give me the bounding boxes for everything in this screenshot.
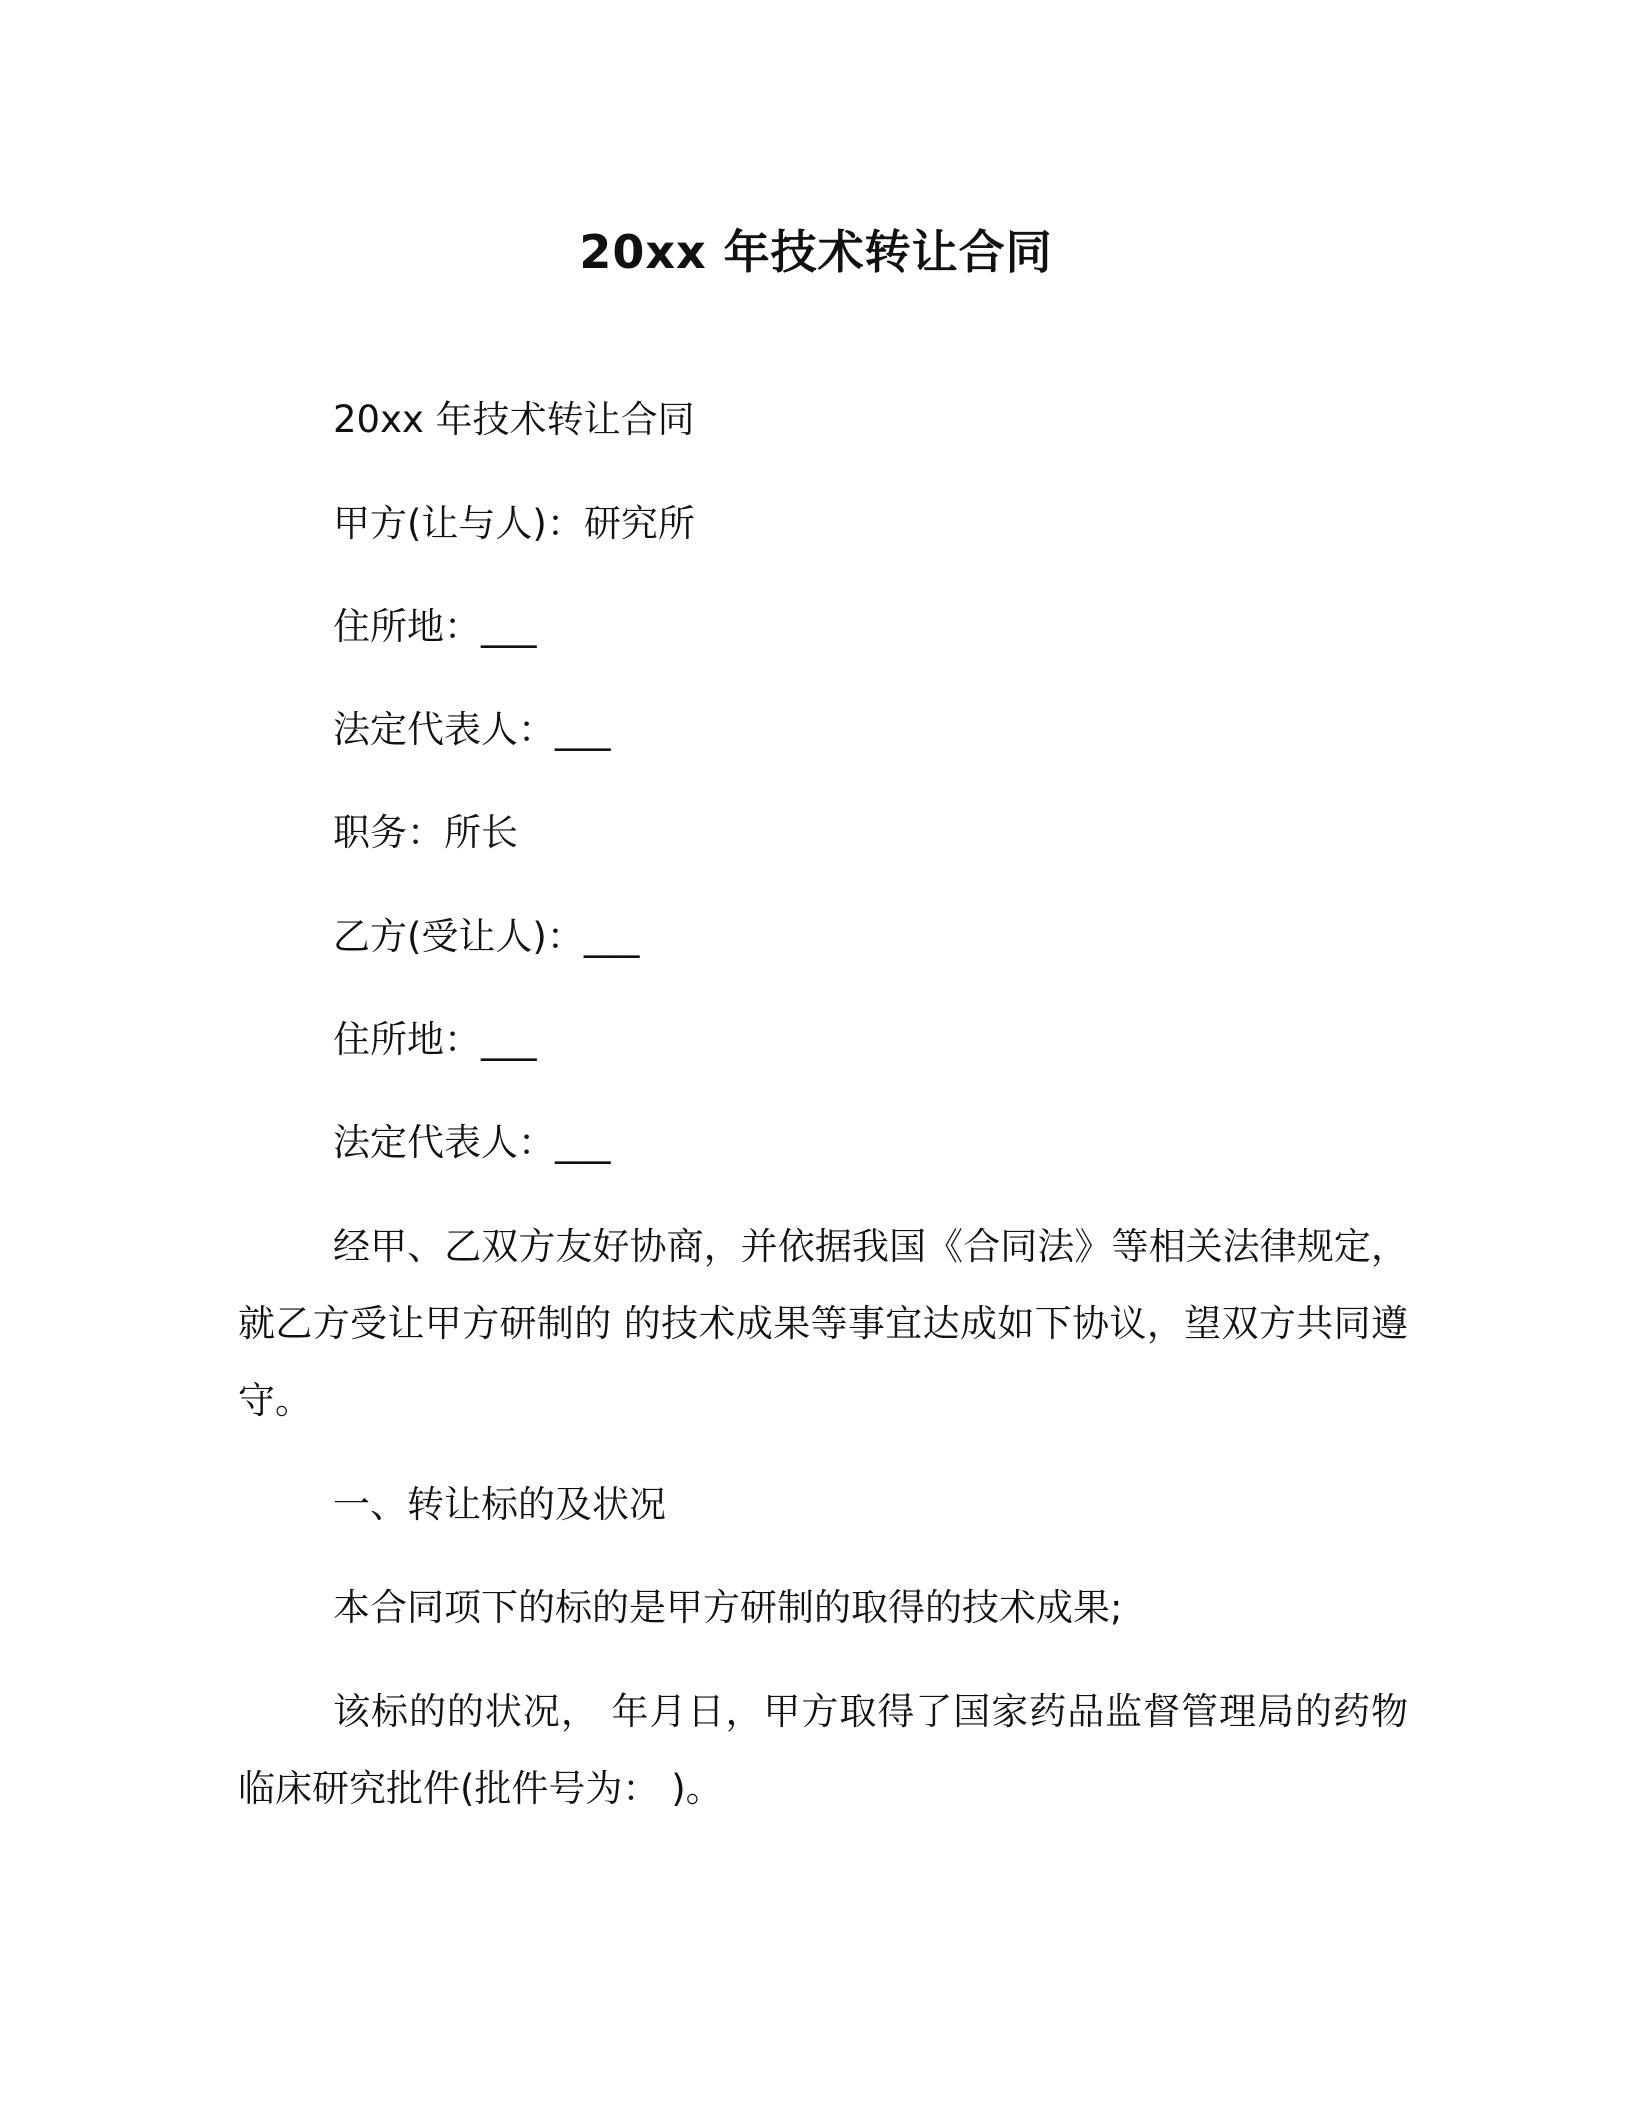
document-title: 20xx 年技术转让合同	[579, 225, 1053, 279]
section-1-paragraph-2: 该标的的状况， 年月日，甲方取得了国家药品监督管理局的药物临床研究批件(批件号为： )。	[238, 1690, 1408, 1810]
party-b-representative-line: 法定代表人：___	[333, 1121, 611, 1164]
party-b-address-line: 住所地：___	[333, 1018, 537, 1061]
section-1-heading: 一、转让标的及状况	[333, 1483, 666, 1526]
contract-subtitle: 20xx 年技术转让合同	[333, 398, 695, 441]
party-a-address-line: 住所地：___	[333, 605, 537, 648]
party-a-representative-line: 法定代表人：___	[333, 708, 611, 751]
party-a-position-line: 职务：所长	[333, 811, 518, 854]
section-1-paragraph-1: 本合同项下的标的是甲方研制的取得的技术成果;	[333, 1586, 1123, 1629]
preamble-paragraph: 经甲、乙双方友好协商，并依据我国《合同法》等相关法律规定，就乙方受让甲方研制的 的技术成果等事宜达成如下协议，望双方共同遵守。	[238, 1225, 1408, 1422]
party-a-line: 甲方(让与人)：研究所	[333, 502, 695, 545]
party-b-line: 乙方(受让人)：___	[333, 915, 640, 958]
